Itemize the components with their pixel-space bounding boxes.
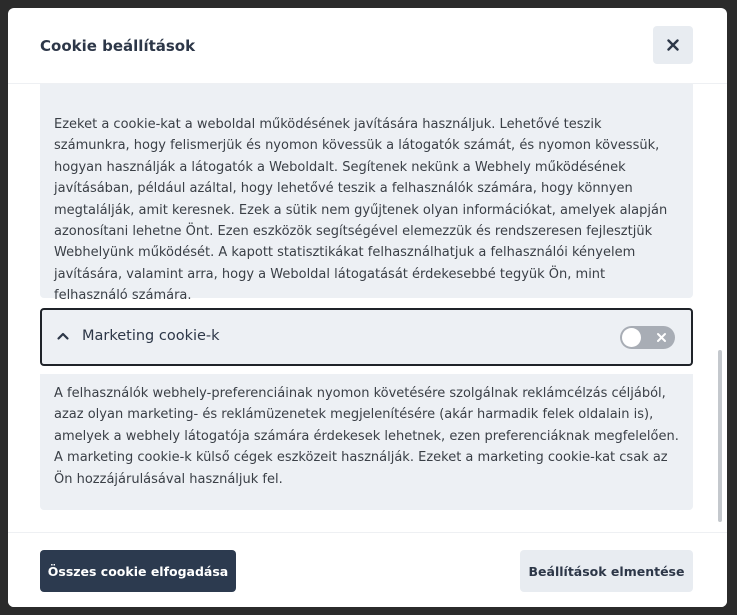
modal-title: Cookie beállítások — [40, 37, 196, 55]
marketing-cookie-toggle[interactable] — [620, 326, 675, 349]
close-icon — [667, 39, 679, 51]
save-settings-button[interactable]: Beállítások elmentése — [520, 550, 693, 592]
marketing-cookie-section-header[interactable] — [40, 308, 693, 366]
marketing-cookie-title: Marketing cookie-k — [82, 328, 220, 344]
chevron-up-icon — [56, 329, 70, 343]
modal-scrollbar[interactable] — [718, 350, 722, 522]
modal-body — [8, 84, 727, 532]
modal-footer — [8, 532, 727, 607]
accept-all-cookies-button[interactable]: Összes cookie elfogadása — [40, 550, 236, 592]
cookie-settings-modal — [8, 8, 727, 607]
close-button[interactable] — [653, 26, 693, 64]
statistics-cookie-description: Ezeket a cookie-kat a weboldal működésének javítására használjuk. Lehetővé teszik számunkra, hogy felismerjük és nyomon kövessük a látogatók számát, és nyomon kövessük, hogyan használják a látogatók a Weboldalt. Segítenek nekünk a Webhely működésének javításában, például azáltal, hogy lehetővé teszik a felhasználók számára, hogy könnyen megtalálják, amit keresnek. Ezek a sütik nem gyűjtenek olyan információkat, amelyek alapján azonosítani lehetne Önt. Ezen eszközök segítségével elemezzük és rendszeresen fejlesztjük Webhelyünk működését. A kapott statisztikákat felhasználhatjuk a felhasználói kényelem javítására, valamint arra, hogy a Weboldal látogatását érdekesebbé tegyük Ön, mint felhasználó számára. — [40, 84, 693, 298]
modal-header — [8, 8, 727, 84]
toggle-off-x-icon — [656, 332, 667, 343]
toggle-knob — [622, 328, 641, 347]
marketing-cookie-description: A felhasználók webhely-preferenciáinak nyomon követésére szolgálnak reklámcélzás céljából, azaz olyan marketing- és reklámüzenetek megjelenítésére (akár harmadik felek oldalain is), amelyek a webhely látogatója számára érdekesek lehetnek, ezen preferenciáknak megfelelően. A marketing cookie-k külső cégek eszközeit használják. Ezeket a marketing cookie-kat csak az Ön hozzájárulásával használjuk fel. — [40, 374, 693, 510]
